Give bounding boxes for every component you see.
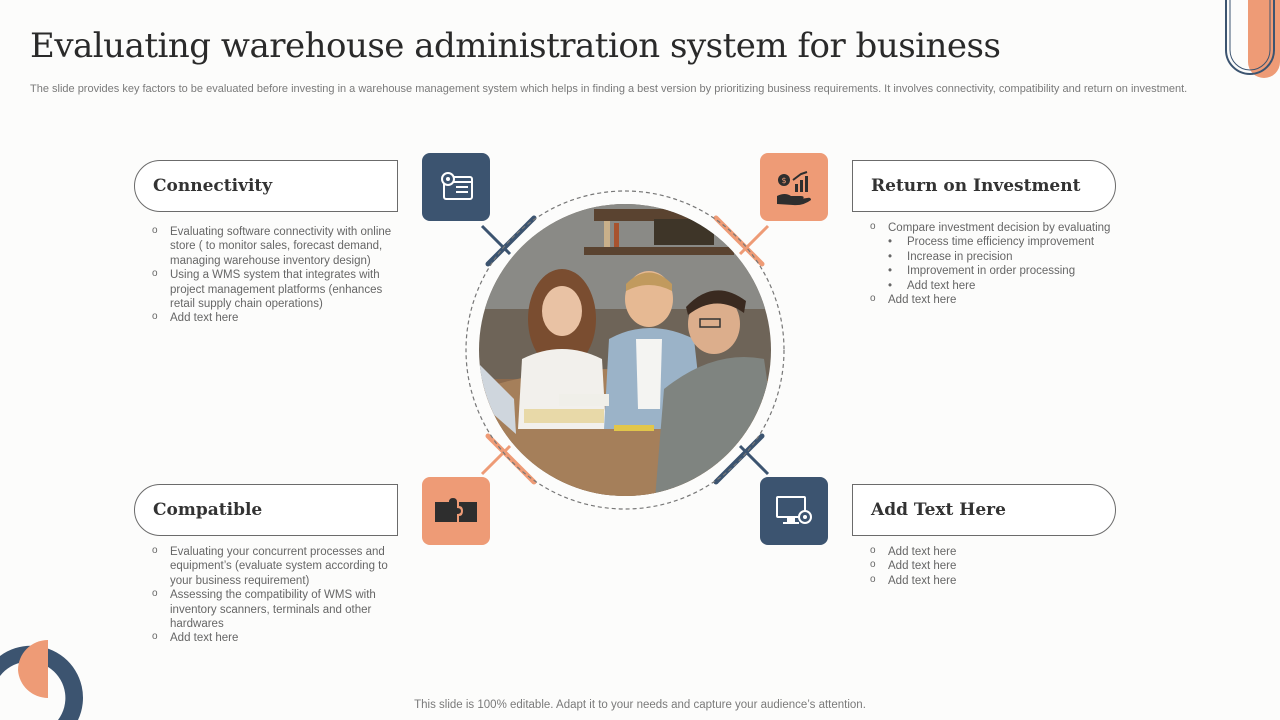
roi-intro: Compare investment decision by evaluating <box>888 222 1111 234</box>
page-subtitle: The slide provides key factors to be evaluated before investing in a warehouse management system which helps in finding a best version by prioritizing business requirements. It involves connectivity, compatibility and return on investment. <box>30 83 1188 95</box>
add-text-list <box>868 545 1128 588</box>
connectivity-heading: Connectivity <box>153 176 273 196</box>
list-item: o Add text here <box>868 574 1128 588</box>
connectivity-list <box>150 225 410 326</box>
add-text-icon-box <box>760 477 828 545</box>
roi-sub-list <box>888 235 1148 293</box>
sub-list-item: • Increase in precision <box>888 250 1148 264</box>
list-item: o Add text here <box>868 559 1128 573</box>
sub-list-item: • Improvement in order processing <box>888 264 1148 278</box>
puzzle-icon <box>433 496 479 526</box>
compatible-heading: Compatible <box>153 500 263 520</box>
footer-note: This slide is 100% editable. Adapt it to your needs and capture your audience’s attention. <box>414 699 866 711</box>
sub-list-item: • Process time efficiency improvement <box>888 235 1148 249</box>
roi-icon-box <box>760 153 828 221</box>
svg-text:$: $ <box>781 176 787 185</box>
list-item: o Assessing the compatibility of WMS with inventory scanners, terminals and other hardwares <box>150 588 405 631</box>
team-meeting-photo <box>464 189 786 511</box>
roi-heading: Return on Investment <box>871 176 1081 196</box>
page-title: Evaluating warehouse administration system for business <box>30 26 1001 66</box>
list-item: o Evaluating software connectivity with online store ( to monitor sales, forecast demand, managing warehouse inventory design) <box>150 225 410 268</box>
list-item: o Add text here <box>868 545 1128 559</box>
compatible-icon-box <box>422 477 490 545</box>
compatible-list <box>150 545 405 646</box>
connectivity-icon-box <box>422 153 490 221</box>
list-item: o Add text here <box>150 311 410 325</box>
add-text-heading-pill <box>852 484 1116 536</box>
settings-window-icon <box>436 167 476 207</box>
compatible-heading-pill <box>134 484 398 536</box>
connectivity-heading-pill <box>134 160 398 212</box>
list-item: o Add text here <box>868 293 1148 307</box>
monitor-gear-icon <box>773 491 815 531</box>
roi-heading-pill <box>852 160 1116 212</box>
list-item: o Using a WMS system that integrates with project management platforms (enhances retail supply chain operations) <box>150 268 410 311</box>
list-item: o Evaluating your concurrent processes and equipment’s (evaluate system according to your business requirement) <box>150 545 405 588</box>
hand-growth-chart-icon <box>773 166 815 208</box>
list-item <box>868 221 1148 293</box>
roi-list <box>868 221 1148 307</box>
add-text-heading: Add Text Here <box>871 500 1006 520</box>
sub-list-item: • Add text here <box>888 279 1148 293</box>
list-item: o Add text here <box>150 631 405 645</box>
